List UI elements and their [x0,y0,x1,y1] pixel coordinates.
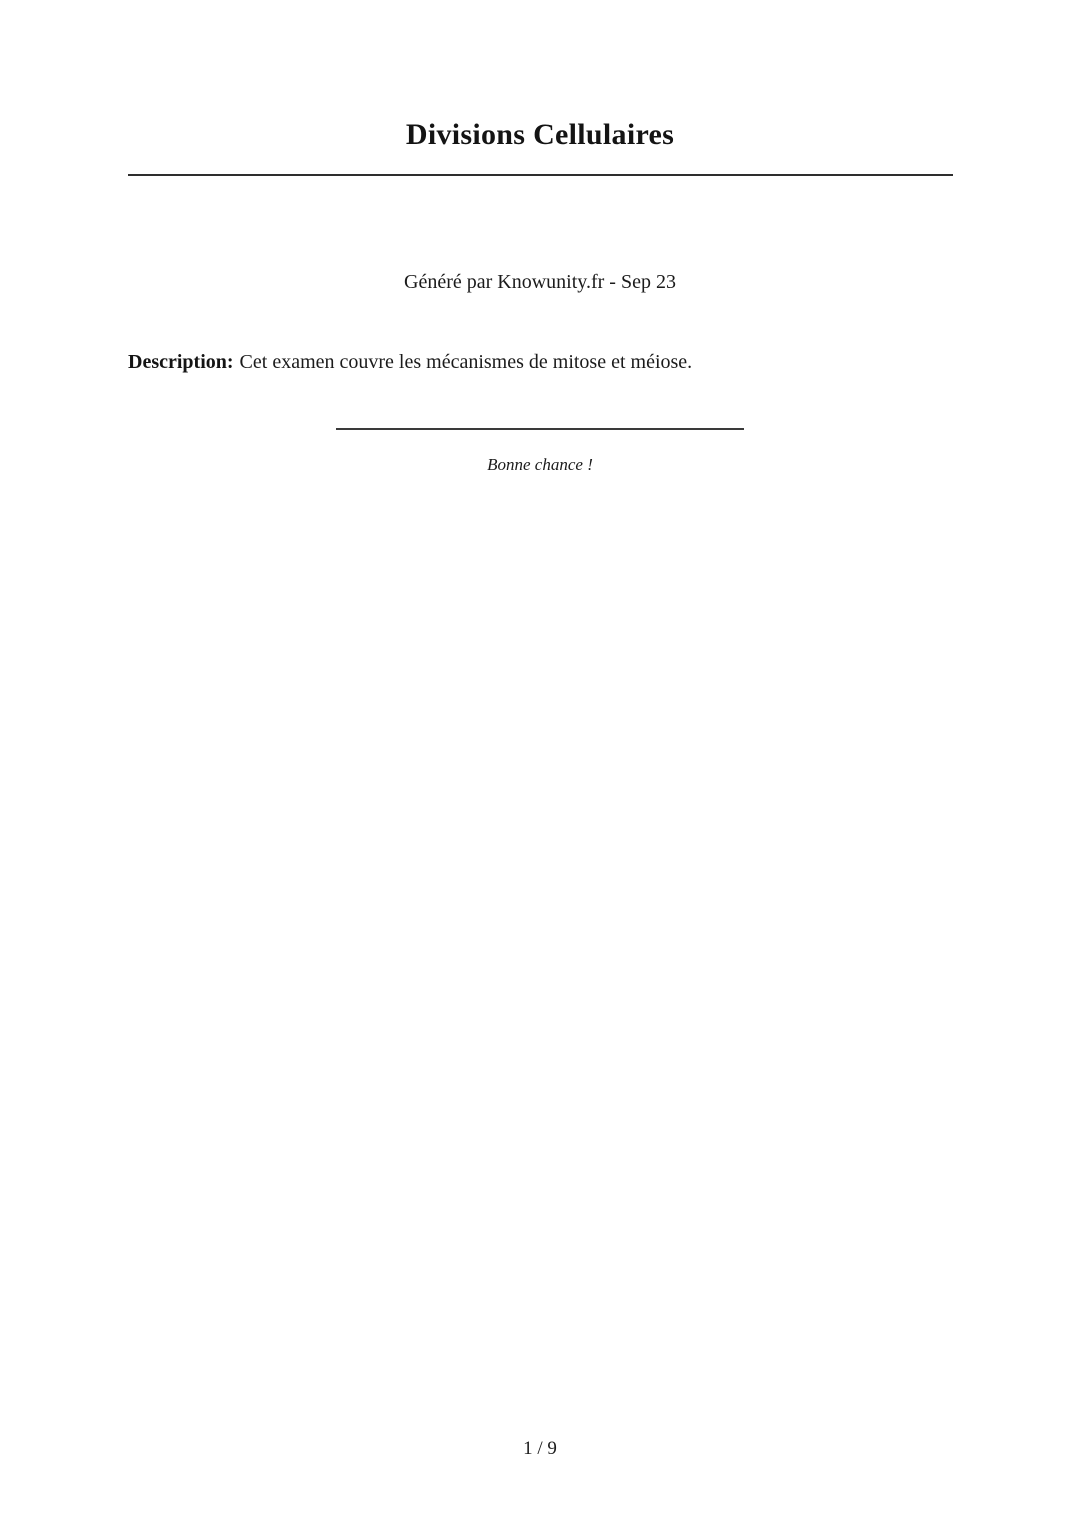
title-divider-line [128,174,953,176]
page-title: Divisions Cellulaires [405,118,675,151]
description-paragraph [128,348,952,376]
description-label: Description: [128,351,234,373]
good-luck-tagline: Bonne chance ! [487,455,593,474]
center-divider-line [336,428,744,430]
generated-by-line: Généré par Knowunity.fr - Sep 23 [404,271,676,293]
page-number: 1 / 9 [523,1438,557,1459]
description-text: Cet examen couvre les mécanismes de mitose et méiose. [239,351,693,373]
